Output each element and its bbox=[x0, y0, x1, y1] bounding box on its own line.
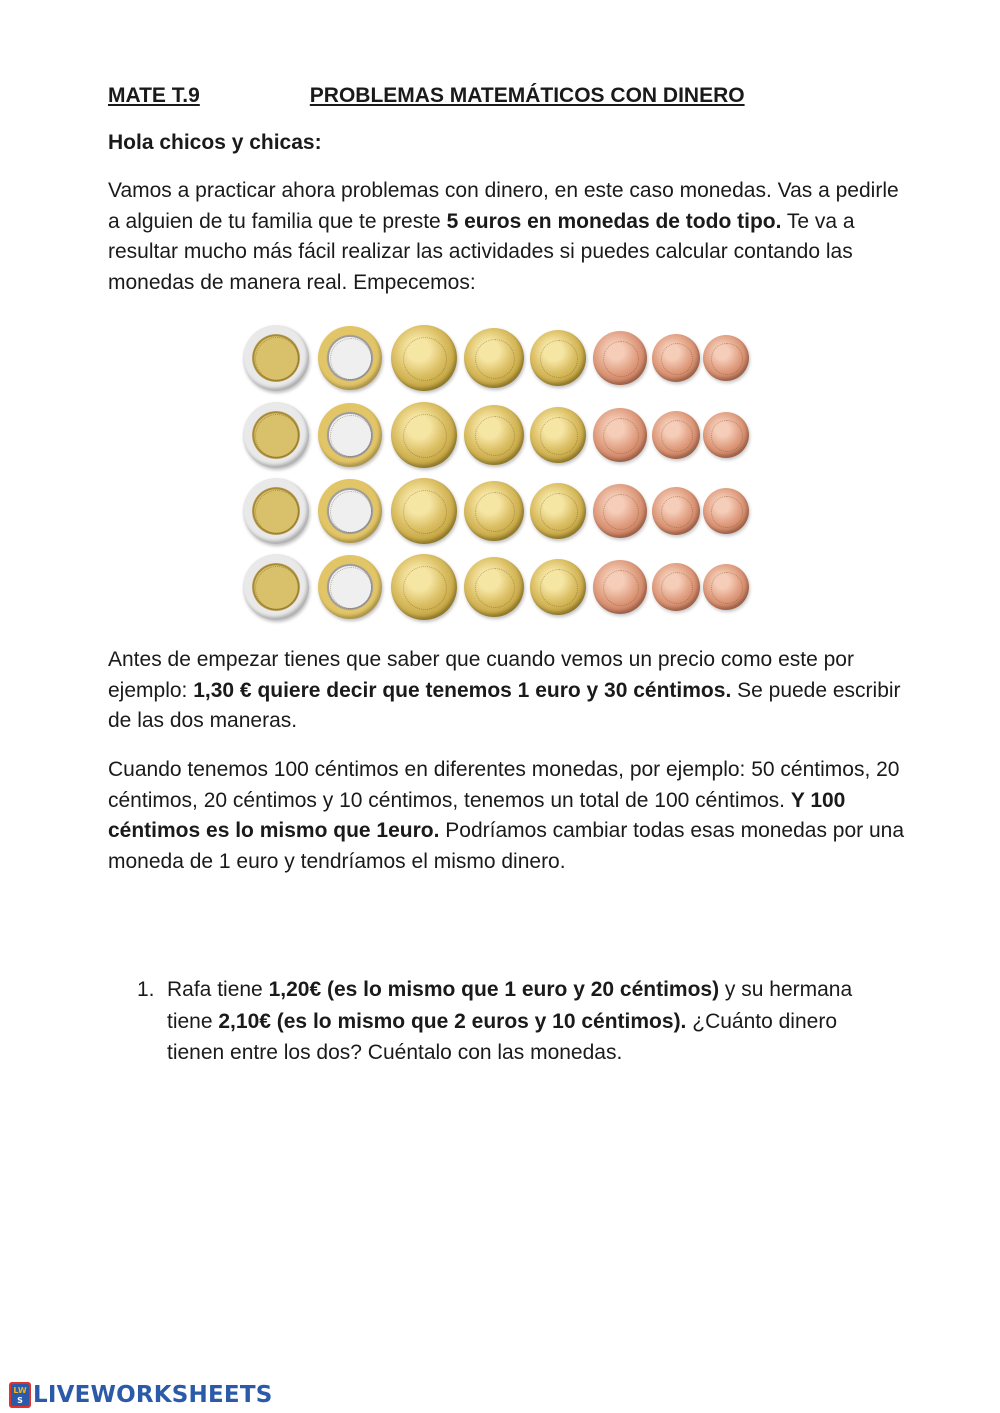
euro-coin bbox=[464, 557, 524, 617]
euro-coin bbox=[391, 402, 457, 468]
euro-coin bbox=[318, 326, 382, 390]
liveworksheets-brand[interactable] bbox=[9, 1380, 272, 1410]
cents-text: Cuando tenemos 100 céntimos en diferentes monedas, por ejemplo: 50 céntimos, 20 céntimos, 20 céntimos y 10 céntimos, tenemos un total de 100 céntimos. bbox=[108, 758, 900, 812]
euro-coin bbox=[464, 328, 524, 388]
euro-coin bbox=[318, 403, 382, 467]
problem-number: 1. bbox=[137, 978, 155, 1001]
euro-coin bbox=[391, 325, 457, 391]
euro-coin bbox=[593, 560, 647, 614]
euro-coin bbox=[243, 325, 309, 391]
euro-coin bbox=[703, 335, 749, 381]
intro-bold: 5 euros en monedas de todo tipo. bbox=[446, 209, 782, 233]
intro-text: Vamos a practicar ahora problemas con dinero, en este caso monedas. Vas a pedirle a alguien de tu familia que te preste bbox=[108, 179, 899, 233]
euro-coin bbox=[243, 402, 309, 468]
euro-coin bbox=[652, 563, 700, 611]
greeting: Hola chicos y chicas: bbox=[108, 131, 322, 154]
euro-coin bbox=[703, 564, 749, 610]
euro-coin bbox=[703, 488, 749, 534]
euro-coin bbox=[652, 334, 700, 382]
euro-coin bbox=[530, 407, 586, 463]
page-title bbox=[108, 84, 908, 108]
liveworksheets-logo-icon bbox=[9, 1382, 31, 1408]
euro-coin bbox=[530, 483, 586, 539]
cents-text-end: Podríamos cambiar todas esas monedas por una moneda de 1 euro y tendríamos el mismo dinero. bbox=[108, 819, 905, 873]
brand-name: LIVEWORKSHEETS bbox=[33, 1382, 273, 1408]
euro-coin bbox=[318, 479, 382, 543]
problem-bold-2: 2,10€ (es lo mismo que 2 euros y 10 céntimos). bbox=[218, 1009, 687, 1033]
problem-text-1: Rafa tiene bbox=[167, 978, 269, 1001]
euro-coin bbox=[593, 484, 647, 538]
euro-coin bbox=[703, 412, 749, 458]
price-bold: 1,30 € quiere decir que tenemos 1 euro y 30 céntimos. bbox=[193, 678, 732, 702]
cents-paragraph bbox=[108, 755, 908, 877]
title-text: PROBLEMAS MATEMÁTICOS CON DINERO bbox=[309, 84, 745, 107]
euro-coin bbox=[593, 331, 647, 385]
euro-coin bbox=[593, 408, 647, 462]
euro-coin bbox=[391, 554, 457, 620]
logo-letters: LW bbox=[13, 1386, 27, 1395]
euro-coin bbox=[318, 555, 382, 619]
problem-text-3: ¿Cuánto dinero tienen entre los dos? Cuéntalo con las monedas. bbox=[167, 1009, 837, 1064]
problem-text bbox=[167, 974, 897, 1069]
price-text: Antes de empezar tienes que saber que cuando vemos un precio como este por ejemplo: bbox=[108, 648, 854, 702]
euro-coins-image bbox=[236, 322, 762, 622]
euro-coin bbox=[530, 330, 586, 386]
price-paragraph bbox=[108, 645, 908, 737]
coin-row bbox=[236, 552, 762, 622]
intro-paragraph bbox=[108, 176, 908, 298]
coin-row bbox=[236, 476, 762, 546]
problem-bold-1: 1,20€ (es lo mismo que 1 euro y 20 céntimos) bbox=[268, 978, 720, 1001]
intro-text-end: Te va a resultar mucho más fácil realizar las actividades si puedes calcular contando las monedas de manera real. Empecemos: bbox=[108, 209, 855, 294]
problem-text-2: y su hermana tiene bbox=[167, 978, 853, 1033]
subject-label: MATE T.9 bbox=[108, 84, 200, 107]
coin-row bbox=[236, 400, 762, 470]
euro-coin bbox=[530, 559, 586, 615]
euro-coin bbox=[464, 405, 524, 465]
logo-letters-2: S bbox=[17, 1396, 23, 1405]
price-text-end: Se puede escribir de las dos maneras. bbox=[108, 678, 901, 732]
euro-coin bbox=[464, 481, 524, 541]
cents-bold: Y 100 céntimos es lo mismo que 1euro. bbox=[108, 788, 846, 842]
euro-coin bbox=[243, 554, 309, 620]
euro-coin bbox=[652, 487, 700, 535]
euro-coin bbox=[243, 478, 309, 544]
euro-coin bbox=[652, 411, 700, 459]
euro-coin bbox=[391, 478, 457, 544]
coin-row bbox=[236, 323, 762, 393]
